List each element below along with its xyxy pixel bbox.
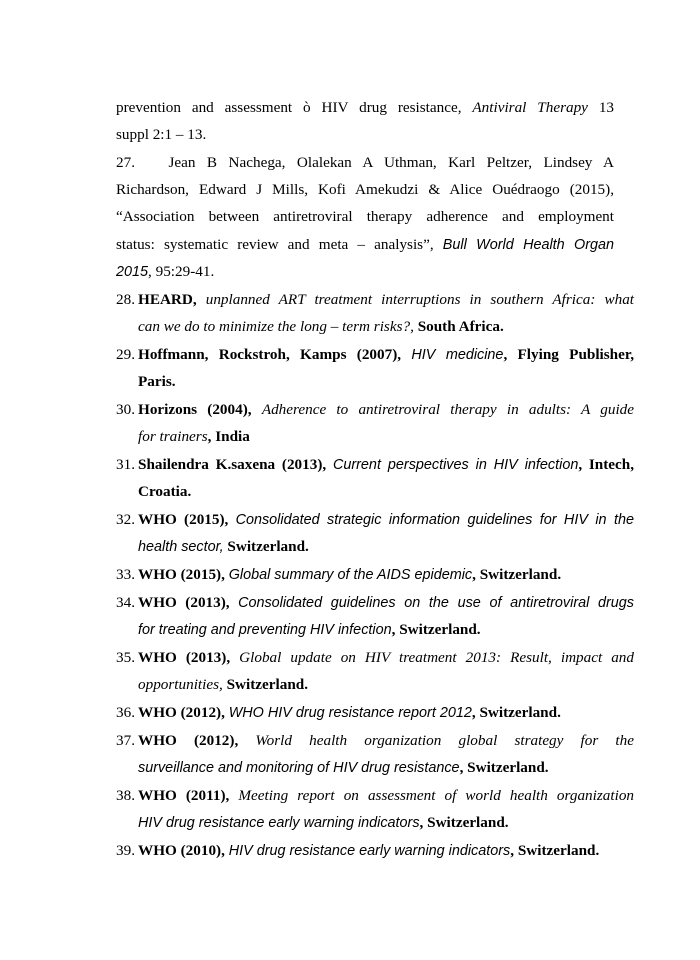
reference-30-line-1: 30. Horizons (2004), Adherence to antiretroviral therapy in adults: A guide <box>116 401 634 418</box>
reference-35-line-1: 35. WHO (2013), Global update on HIV treatment 2013: Result, impact and <box>116 649 634 666</box>
reference-35-line-2: opportunities, Switzerland. <box>138 676 309 693</box>
reference-36-number: 36. <box>116 704 135 721</box>
reference-29-line-1: 29. Hoffmann, Rockstroh, Kamps (2007), HIV medicine, Flying Publisher, <box>116 346 635 363</box>
reference-32-line-1: 32. WHO (2015), Consolidated strategic information guidelines for HIV in the <box>116 511 634 528</box>
reference-29-number: 29. <box>116 346 135 363</box>
reference-37-line-2: surveillance and monitoring of HIV drug resistance, Switzerland. <box>138 759 549 776</box>
reference-30-line-2: for trainers, India <box>138 428 250 445</box>
reference-28-line-1: 28. HEARD, unplanned ART treatment interruptions in southern Africa: what <box>116 291 635 308</box>
reference-27-line-4: status: systematic review and meta – analysis”, Bull World Health Organ <box>116 236 615 253</box>
reference-36-line-1: 36. WHO (2012), WHO HIV drug resistance report 2012, Switzerland. <box>116 704 561 721</box>
reference-29-line-2: Paris. <box>138 373 176 390</box>
reference-39-number: 39. <box>116 842 135 859</box>
reference-27-line-3: “Association between antiretroviral therapy adherence and employment <box>116 208 614 225</box>
reference-39-line-1: 39. WHO (2010), HIV drug resistance early warning indicators, Switzerland. <box>116 842 600 859</box>
reference-34-line-1: 34. WHO (2013), Consolidated guidelines on the use of antiretroviral drugs <box>116 594 634 611</box>
reference-26-line-1: prevention and assessment ò HIV drug resistance, Antiviral Therapy 13 <box>116 99 614 116</box>
reference-31-line-2: Croatia. <box>138 483 192 500</box>
reference-30-number: 30. <box>116 401 135 418</box>
reference-32-number: 32. <box>116 511 135 528</box>
reference-27-number: 27. <box>116 154 135 171</box>
reference-38-line-2: HIV drug resistance early warning indicators, Switzerland. <box>138 814 509 831</box>
reference-33-line-1: 33. WHO (2015), Global summary of the AIDS epidemic, Switzerland. <box>116 566 562 583</box>
reference-37-line-1: 37. WHO (2012), World health organization global strategy for the <box>116 732 634 749</box>
reference-32-line-2: health sector, Switzerland. <box>138 538 309 555</box>
reference-28-line-2: can we do to minimize the long – term risks?, South Africa. <box>138 318 504 335</box>
reference-31-number: 31. <box>116 456 135 473</box>
reference-38-number: 38. <box>116 787 135 804</box>
reference-27-line-2: Richardson, Edward J Mills, Kofi Amekudzi & Alice Ouédraogo (2015), <box>116 181 614 198</box>
reference-38-line-1: 38. WHO (2011), Meeting report on assessment of world health organization <box>116 787 634 804</box>
reference-34-number: 34. <box>116 594 135 611</box>
reference-27-line-1: 27. Jean B Nachega, Olalekan A Uthman, Karl Peltzer, Lindsey A <box>116 154 615 171</box>
reference-31-line-1: 31. Shailendra K.saxena (2013), Current perspectives in HIV infection, Intech, <box>116 456 635 473</box>
reference-27-line-5: 2015, 95:29-41. <box>116 263 215 280</box>
reference-35-number: 35. <box>116 649 135 666</box>
reference-26-line-2: suppl 2:1 – 13. <box>116 126 207 143</box>
reference-28-number: 28. <box>116 291 135 308</box>
reference-34-line-2: for treating and preventing HIV infection, Switzerland. <box>138 621 481 638</box>
reference-37-number: 37. <box>116 732 135 749</box>
reference-33-number: 33. <box>116 566 135 583</box>
